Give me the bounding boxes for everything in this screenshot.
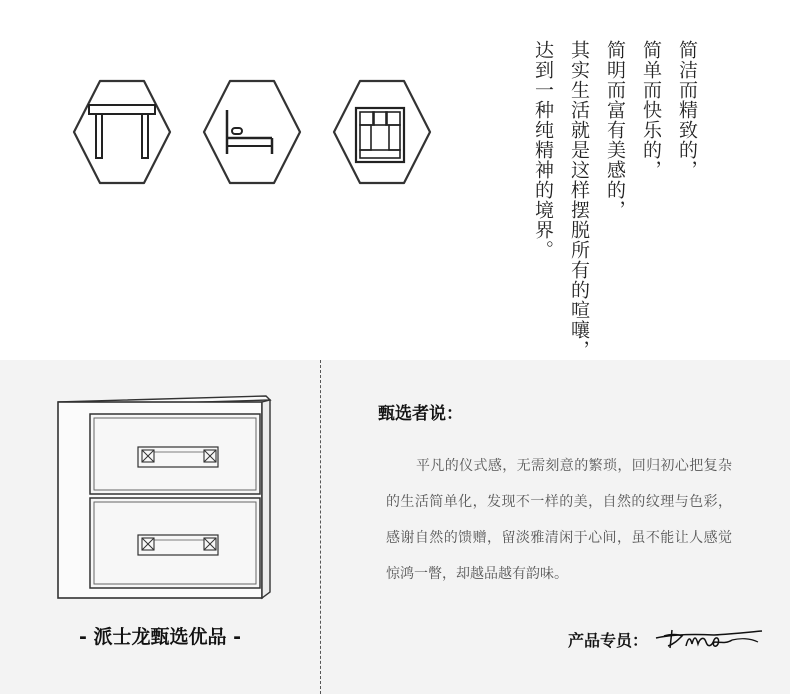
poem-line-3: 简明而富有美感的， (604, 40, 626, 220)
poem-line-5: 达到一种纯精神的境界。 (532, 40, 554, 260)
poem-line-4: 其实生活就是这样摆脱所有的喧嚷， (568, 40, 590, 360)
table-icon (72, 78, 172, 186)
review-paragraph: 平凡的仪式感，无需刻意的繁琐，回归初心把复杂的生活简单化，发现不一样的美，自然的纹理与色彩，感谢自然的馈赠，留淡雅清闲于心间，虽不能让人感觉惊鸿一瞥，却越品越有韵味。 (386, 458, 732, 582)
bed-icon (202, 78, 302, 186)
bottom-section (0, 360, 790, 694)
poem-line-2: 简单而快乐的， (640, 40, 662, 180)
poem-line-1: 简洁而精致的， (676, 40, 698, 180)
brand-caption: - 派士龙甄选优品 - (78, 626, 241, 648)
dashed-divider (320, 360, 321, 694)
signature-icon (654, 622, 764, 654)
drawer-cabinet-image (54, 392, 274, 604)
shelf-icon (332, 78, 432, 186)
specialist-label: 产品专员： (568, 631, 649, 650)
review-heading: 甄选者说： (378, 404, 463, 424)
